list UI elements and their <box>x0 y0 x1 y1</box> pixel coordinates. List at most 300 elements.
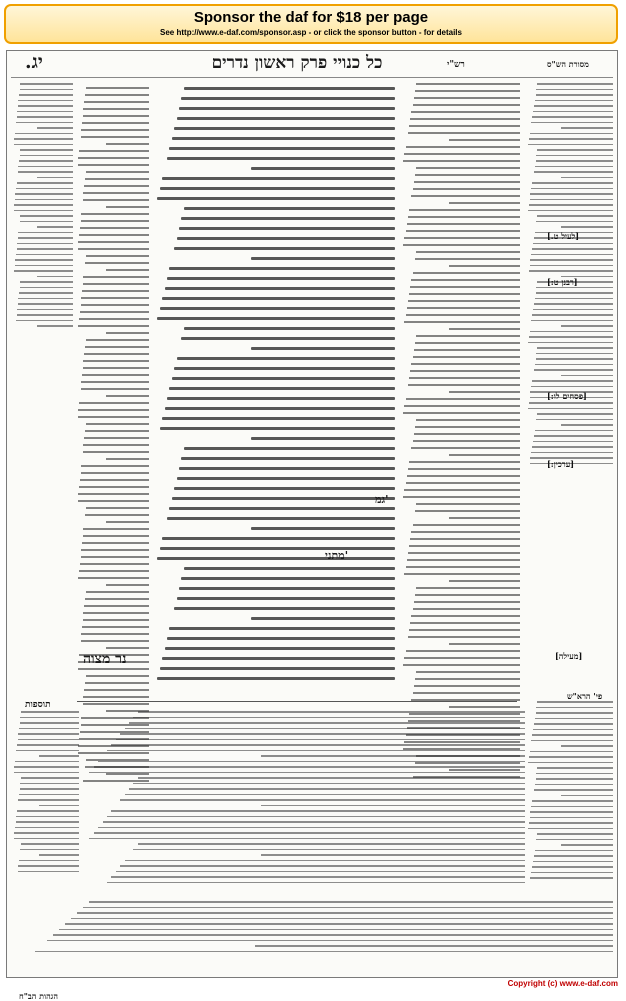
text-line <box>19 728 79 730</box>
text-line <box>414 181 520 183</box>
text-line <box>413 608 520 610</box>
text-line <box>251 437 395 440</box>
text-line <box>408 636 520 638</box>
text-line <box>536 221 613 223</box>
text-line <box>107 816 525 818</box>
gloss-reference: [לעיל ט.] <box>547 231 580 241</box>
text-line <box>409 377 520 379</box>
text-line <box>532 380 613 382</box>
text-line <box>85 262 149 264</box>
text-line <box>528 144 613 146</box>
text-line <box>84 101 149 103</box>
text-line <box>561 375 613 377</box>
text-line <box>17 116 73 118</box>
text-line <box>174 127 395 130</box>
text-line <box>160 667 395 670</box>
text-line <box>79 486 149 488</box>
text-line <box>179 227 395 230</box>
text-line <box>21 777 79 779</box>
text-line <box>78 416 149 418</box>
text-line <box>411 279 520 281</box>
text-line <box>449 328 520 330</box>
text-line <box>83 199 149 201</box>
text-line <box>85 514 149 516</box>
text-line <box>53 934 613 936</box>
text-line <box>416 167 520 169</box>
text-line <box>39 805 79 807</box>
text-line <box>111 876 525 878</box>
text-line <box>81 640 149 642</box>
text-line <box>15 193 73 195</box>
text-line <box>414 349 520 351</box>
text-line <box>18 871 79 873</box>
text-line <box>407 307 520 309</box>
text-line <box>561 127 613 129</box>
commentary-divider <box>77 701 517 702</box>
text-line <box>84 689 149 691</box>
text-line <box>19 794 79 796</box>
text-line <box>449 139 520 141</box>
text-line <box>536 89 613 91</box>
text-line <box>529 204 613 206</box>
text-line <box>537 833 613 835</box>
text-line <box>530 751 613 753</box>
text-line <box>184 447 395 450</box>
text-line <box>536 358 613 360</box>
text-line <box>534 723 613 725</box>
text-line <box>20 221 73 223</box>
text-line <box>106 584 149 586</box>
text-line <box>410 622 520 624</box>
text-line <box>85 598 149 600</box>
text-line <box>107 750 525 752</box>
text-line <box>14 138 73 140</box>
text-line <box>184 327 395 330</box>
text-line <box>14 270 73 272</box>
text-line <box>413 272 520 274</box>
text-line <box>416 251 520 253</box>
text-line <box>18 100 73 102</box>
text-line <box>20 281 73 283</box>
text-line <box>20 215 73 217</box>
text-line <box>561 424 613 426</box>
text-line <box>106 521 149 523</box>
text-line <box>83 108 149 110</box>
text-line <box>65 923 613 925</box>
text-line <box>406 482 520 484</box>
gemara-column <box>155 87 395 697</box>
text-line <box>529 402 613 404</box>
text-line <box>37 226 73 228</box>
text-line <box>81 556 149 558</box>
text-line <box>537 83 613 85</box>
text-line <box>414 685 520 687</box>
sponsor-banner[interactable] <box>4 4 618 44</box>
text-line <box>536 778 613 780</box>
text-line <box>411 195 520 197</box>
text-line <box>416 83 520 85</box>
text-line <box>39 755 79 757</box>
text-line <box>138 711 525 713</box>
text-line <box>78 157 149 159</box>
gloss-reference: [ערכין:] <box>547 459 575 469</box>
text-line <box>532 446 613 448</box>
text-line <box>86 171 149 173</box>
text-line <box>536 155 613 157</box>
text-line <box>184 567 395 570</box>
text-line <box>533 441 613 443</box>
text-line <box>172 497 395 500</box>
mesorah-column <box>527 83 613 613</box>
text-line <box>18 237 73 239</box>
text-line <box>94 766 525 768</box>
text-line <box>81 129 149 131</box>
text-line <box>85 94 149 96</box>
text-line <box>81 304 149 306</box>
tosfos-column <box>77 87 149 697</box>
text-line <box>83 703 149 705</box>
text-line <box>181 577 395 580</box>
text-line <box>251 347 395 350</box>
text-line <box>83 451 149 453</box>
gloss-reference: [רבנן ט:] <box>547 277 578 287</box>
text-line <box>449 643 520 645</box>
text-line <box>533 309 613 311</box>
text-line <box>20 89 73 91</box>
text-line <box>411 531 520 533</box>
text-line <box>536 712 613 714</box>
text-line <box>18 739 79 741</box>
text-line <box>125 794 525 796</box>
text-line <box>83 276 149 278</box>
text-line <box>184 87 395 90</box>
text-line <box>129 788 525 790</box>
text-line <box>534 171 613 173</box>
text-line <box>83 115 149 117</box>
text-line <box>85 346 149 348</box>
text-line <box>261 854 525 856</box>
text-line <box>80 227 149 229</box>
text-line <box>120 865 525 867</box>
text-line <box>162 537 395 540</box>
text-line <box>17 111 73 113</box>
text-line <box>255 945 613 947</box>
text-line <box>18 303 73 305</box>
text-line <box>184 207 395 210</box>
text-line <box>404 405 520 407</box>
text-line <box>410 118 520 120</box>
gloss-reference: [מעילה] <box>555 651 583 661</box>
text-line <box>535 784 613 786</box>
text-line <box>533 729 613 731</box>
text-line <box>410 370 520 372</box>
text-line <box>534 369 613 371</box>
text-line <box>530 265 613 267</box>
text-line <box>80 311 149 313</box>
text-line <box>16 750 79 752</box>
text-line <box>106 458 149 460</box>
text-line <box>449 391 520 393</box>
text-line <box>561 795 613 797</box>
text-line <box>81 297 149 299</box>
text-line <box>409 125 520 127</box>
text-line <box>409 209 520 211</box>
text-line <box>406 650 520 652</box>
text-line <box>160 547 395 550</box>
text-line <box>534 435 613 437</box>
text-line <box>181 217 395 220</box>
text-line <box>416 587 520 589</box>
text-line <box>251 167 395 170</box>
text-line <box>14 772 79 774</box>
text-line <box>116 739 525 741</box>
rashi-column <box>402 83 520 683</box>
text-line <box>78 409 149 411</box>
text-line <box>531 740 613 742</box>
text-line <box>83 612 149 614</box>
text-line <box>406 398 520 400</box>
text-line <box>406 146 520 148</box>
text-line <box>98 827 525 829</box>
text-line <box>80 563 149 565</box>
text-line <box>78 164 149 166</box>
text-line <box>83 283 149 285</box>
text-line <box>165 407 395 410</box>
text-line <box>82 374 149 376</box>
gemara-heading: גמ' <box>375 493 389 506</box>
text-line <box>35 951 613 953</box>
text-line <box>531 320 613 322</box>
text-line <box>138 843 525 845</box>
text-line <box>406 314 520 316</box>
text-line <box>537 347 613 349</box>
text-line <box>403 160 520 162</box>
text-line <box>79 570 149 572</box>
text-line <box>17 309 73 311</box>
text-line <box>18 105 73 107</box>
rashi-header-label: רש"י <box>447 60 465 70</box>
text-line <box>181 337 395 340</box>
text-line <box>89 838 525 840</box>
text-line <box>413 356 520 358</box>
text-line <box>536 419 613 421</box>
text-line <box>536 292 613 294</box>
text-line <box>89 901 613 903</box>
text-line <box>162 657 395 660</box>
text-line <box>20 287 73 289</box>
text-line <box>79 318 149 320</box>
page-header-title: כל כנויי פרק ראשון נדרים <box>211 53 383 73</box>
text-line <box>83 619 149 621</box>
text-line <box>174 367 395 370</box>
text-line <box>120 733 525 735</box>
text-line <box>530 817 613 819</box>
text-line <box>536 160 613 162</box>
text-line <box>409 293 520 295</box>
text-line <box>532 314 613 316</box>
text-line <box>172 137 395 140</box>
sponsor-title[interactable]: Sponsor the daf for $18 per page <box>193 9 429 26</box>
text-line <box>167 637 395 640</box>
text-line <box>535 430 613 432</box>
text-line <box>251 527 395 530</box>
text-line <box>106 332 149 334</box>
copyright-notice: Copyright (c) www.e-daf.com <box>507 979 618 988</box>
text-line <box>411 111 520 113</box>
text-line <box>414 433 520 435</box>
text-line <box>86 339 149 341</box>
text-line <box>535 100 613 102</box>
text-line <box>19 160 73 162</box>
text-line <box>77 912 613 914</box>
text-line <box>116 871 525 873</box>
text-line <box>37 325 73 327</box>
text-line <box>532 116 613 118</box>
text-line <box>416 335 520 337</box>
text-line <box>528 210 613 212</box>
text-line <box>81 381 149 383</box>
text-line <box>86 423 149 425</box>
text-line <box>169 267 395 270</box>
text-line <box>20 155 73 157</box>
text-line <box>410 286 520 288</box>
text-line <box>403 664 520 666</box>
text-line <box>18 733 79 735</box>
text-line <box>531 122 613 124</box>
text-line <box>18 298 73 300</box>
text-line <box>411 615 520 617</box>
text-line <box>537 215 613 217</box>
text-line <box>530 133 613 135</box>
text-line <box>80 479 149 481</box>
text-line <box>84 353 149 355</box>
text-line <box>177 477 395 480</box>
text-line <box>162 297 395 300</box>
text-line <box>449 202 520 204</box>
text-line <box>416 419 520 421</box>
text-line <box>404 237 520 239</box>
text-line <box>82 122 149 124</box>
gloss-reference: [פסחים לו:] <box>547 391 587 401</box>
text-line <box>409 629 520 631</box>
sponsor-subtitle[interactable]: See http://www.e-daf.com/sponsor.asp - or click the sponsor button - for details <box>160 28 462 37</box>
text-line <box>177 597 395 600</box>
text-line <box>81 549 149 551</box>
text-line <box>181 97 395 100</box>
text-line <box>172 377 395 380</box>
text-line <box>78 241 149 243</box>
text-line <box>83 696 149 698</box>
text-line <box>404 657 520 659</box>
text-line <box>86 507 149 509</box>
text-line <box>530 199 613 201</box>
text-line <box>20 83 73 85</box>
text-line <box>179 587 395 590</box>
text-line <box>18 166 73 168</box>
text-line <box>17 182 73 184</box>
text-line <box>534 855 613 857</box>
text-line <box>81 388 149 390</box>
text-line <box>20 849 79 851</box>
text-line <box>536 94 613 96</box>
text-line <box>406 566 520 568</box>
text-line <box>532 734 613 736</box>
text-line <box>167 277 395 280</box>
text-line <box>85 178 149 180</box>
text-line <box>534 105 613 107</box>
text-line <box>81 213 149 215</box>
text-line <box>404 321 520 323</box>
text-line <box>416 671 520 673</box>
text-line <box>85 430 149 432</box>
text-line <box>83 360 149 362</box>
text-line <box>537 149 613 151</box>
text-line <box>403 244 520 246</box>
text-line <box>16 320 73 322</box>
text-line <box>408 384 520 386</box>
text-line <box>179 107 395 110</box>
page-number: יג. <box>25 51 43 73</box>
text-line <box>18 232 73 234</box>
text-line <box>17 243 73 245</box>
text-line <box>530 877 613 879</box>
text-line <box>413 104 520 106</box>
text-line <box>81 136 149 138</box>
text-line <box>82 542 149 544</box>
text-line <box>528 762 613 764</box>
text-line <box>84 605 149 607</box>
text-line <box>415 678 520 680</box>
text-line <box>125 860 525 862</box>
text-line <box>532 800 613 802</box>
text-line <box>174 487 395 490</box>
text-line <box>404 153 520 155</box>
text-line <box>409 461 520 463</box>
text-line <box>415 90 520 92</box>
text-line <box>138 777 525 779</box>
text-line <box>81 220 149 222</box>
text-line <box>160 427 395 430</box>
text-line <box>81 472 149 474</box>
text-line <box>20 783 79 785</box>
text-line <box>111 810 525 812</box>
text-line <box>82 290 149 292</box>
text-line <box>17 744 79 746</box>
text-line <box>536 707 613 709</box>
text-line <box>415 174 520 176</box>
text-line <box>167 517 395 520</box>
text-line <box>528 408 613 410</box>
text-line <box>19 94 73 96</box>
text-line <box>106 395 149 397</box>
mesorah-header-label: מסורת הש"ס <box>547 59 589 69</box>
text-line <box>14 144 73 146</box>
text-line <box>261 755 525 757</box>
text-line <box>407 559 520 561</box>
text-line <box>83 907 613 909</box>
text-line <box>410 538 520 540</box>
text-line <box>533 243 613 245</box>
text-line <box>37 177 73 179</box>
text-line <box>404 573 520 575</box>
text-line <box>111 744 525 746</box>
text-line <box>533 111 613 113</box>
text-line <box>532 866 613 868</box>
text-line <box>449 265 520 267</box>
text-line <box>174 607 395 610</box>
hagahos-label: הגהות הב"ח <box>19 991 58 1001</box>
text-line <box>531 188 613 190</box>
